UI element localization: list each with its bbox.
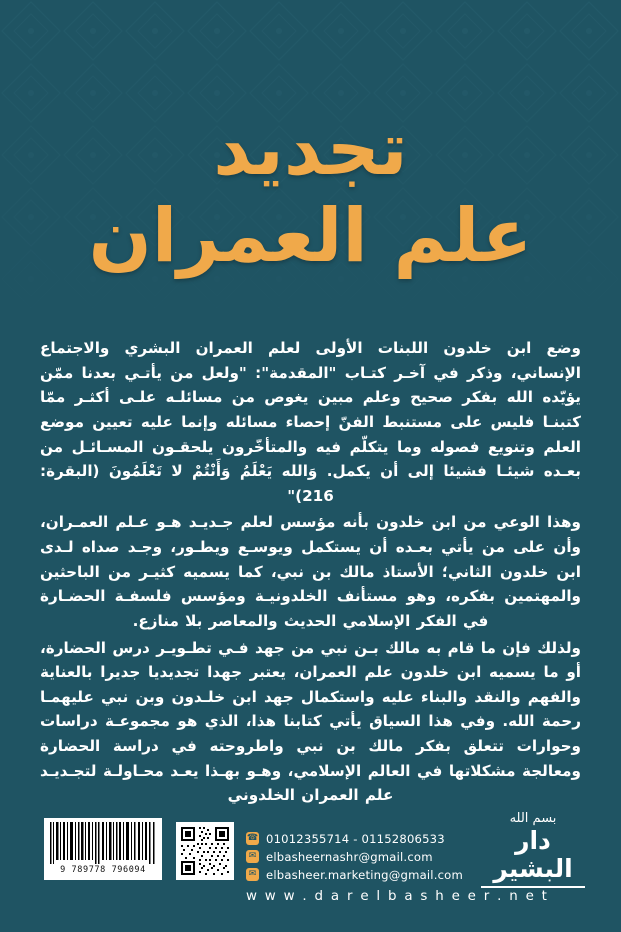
back-cover-blurb xyxy=(0,336,621,810)
cover-footer xyxy=(0,811,621,932)
barcode-bars-icon xyxy=(49,822,157,864)
paragraph-2: وهذا الوعي من ابن خلدون بأنه مؤسس لعلم جـديـد هـو عـلم العمـران، وأن على من يأتي بعـده أن يستكمل ويوسـع ويطـور، وجـد صداه لـدى ابن خلدون الثاني؛ الأستاذ مالك بن نبي، كما يسميه كثيـر من الباحثين والمهتمين بفكره، وهو مستأنف الخلدونيـة ومؤسس فلسفـة الحضـارة في الفكر الإسلامي الحديث والمعاصر بلا منازع. xyxy=(40,513,581,630)
paragraph-3: ولذلك فإن ما قام به مالك بـن نبي من جهد فـي تطـويـر درس الحضارة، أو ما يسميه ابن خلدون علم العمران، يعتبر جهدا تجديديا جديرا بالعناية والفهم والنقد والبناء عليه واستكمال جهد ابن خلـدون وبن نبي عليهمـا رحمة الله. وفي هذا السياق يأتي كتابنا هذا، الذي هو مجموعـة دراسات وحوارات تتعلق بفكر مالك بن نبي واطروحته في دراسة الحضارة ومعالجة مشكلاتها في العالم الإسلامي، وهـو بهـذا يعـد محـاولـة لتجـديـد علم العمران الخلدوني xyxy=(40,638,581,805)
paragraph-1: وضع ابن خلدون اللبنات الأولى لعلم العمران البشري والاجتماع الإنساني، وذكر في آخـر كتـاب "المقدمة": "ولعل من يأتـي بعدنا ممّن يؤيّده الله بفكر صحيح وعلم مبين يغوص من مسائلـه علـى أكثـر ممّا كتبنـا فليس على مستنبط الفنّ إحصاء مسائله وإنما عليه تعيين موضع العلم وتنويع فصوله وما يتكلّم فيه والمتأخّرون يلحقـون المسـائـل من بعـده شيئـا فشيئا إلى أن يكمل. وَالله يَعْلَمُ وَأَنْتُمْ لا تَعْلَمُونَ (البقرة: 216)" xyxy=(40,339,581,505)
contact-row-email-2 xyxy=(246,866,463,883)
email-marketing: elbasheer.marketing@gmail.com xyxy=(266,867,463,882)
envelope-icon: ✉ xyxy=(246,868,259,881)
contact-row-phone xyxy=(246,830,463,847)
title-line-1: تجديد xyxy=(213,106,408,192)
publisher-underline xyxy=(481,886,585,888)
book-title xyxy=(0,108,621,278)
publisher-name: دار البشير xyxy=(493,826,573,883)
qr-code-icon xyxy=(179,825,231,877)
contact-row-email-1 xyxy=(246,848,463,865)
isbn-number: 9 789778 796094 xyxy=(60,865,146,875)
phone-numbers: 01012355714 - 01152806533 xyxy=(266,831,445,846)
contact-info xyxy=(246,830,463,884)
publisher-mark: بسم الله xyxy=(509,811,557,826)
website-url[interactable]: w w w . d a r e l b a s h e e r . n e t xyxy=(246,889,549,904)
envelope-icon: ✉ xyxy=(246,850,259,863)
title-line-2: علم العمران xyxy=(88,192,533,279)
phone-icon: ☎ xyxy=(246,833,259,843)
email-primary: elbasheernashr@gmail.com xyxy=(266,849,433,864)
qr-code[interactable] xyxy=(176,822,234,880)
publisher-logo xyxy=(479,812,587,888)
isbn-barcode xyxy=(44,818,162,880)
